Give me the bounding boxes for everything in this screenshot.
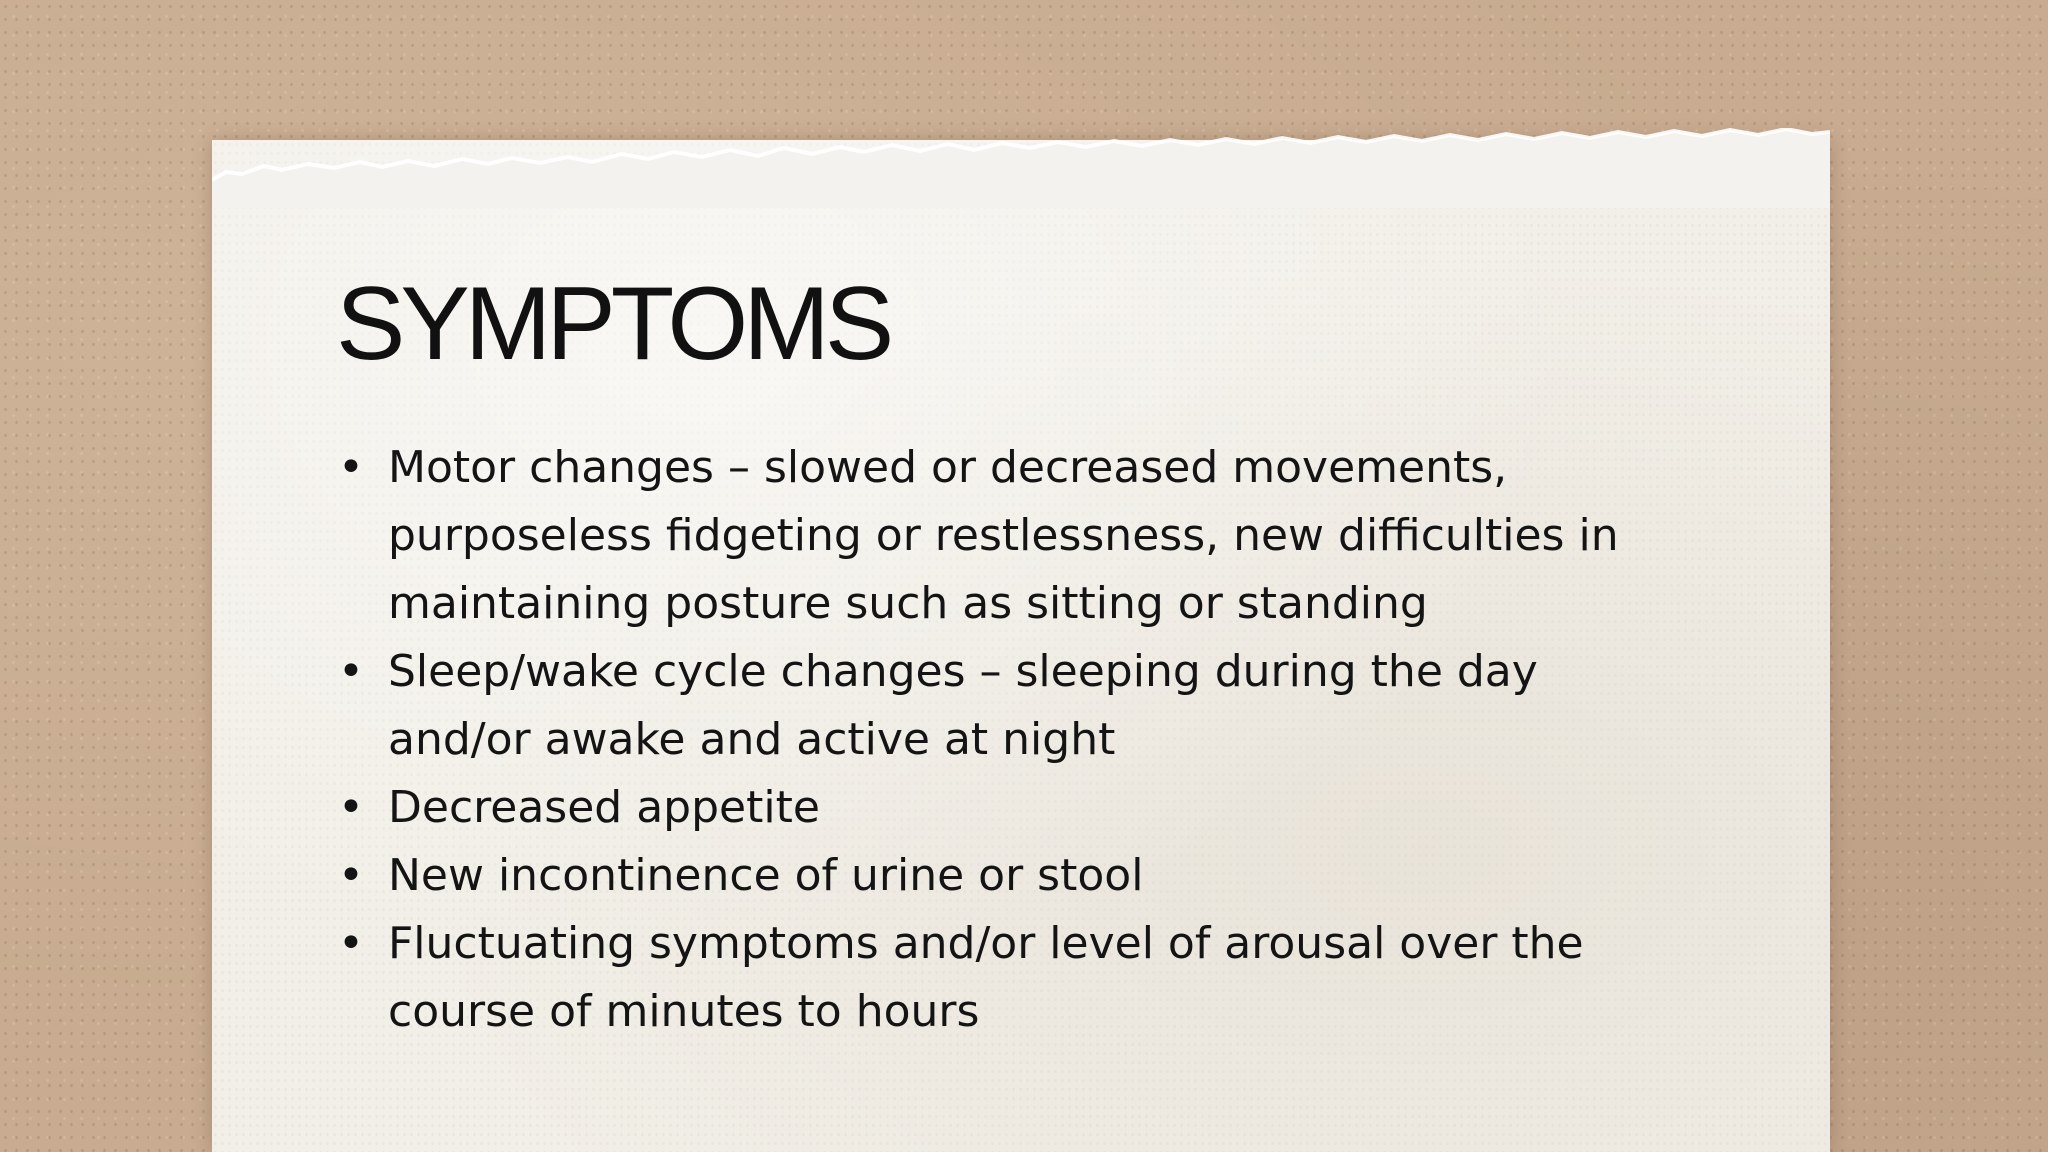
- bullet-icon: •: [338, 646, 364, 697]
- list-item: [336, 842, 1676, 910]
- symptom-list: [336, 434, 1676, 1046]
- bullet-icon: •: [338, 918, 364, 969]
- bullet-text: Motor changes – slowed or decreased movements, purposeless fidgeting or restlessness, new difficulties in maintaining posture such as sitting or standing: [388, 442, 1619, 629]
- bullet-icon: •: [338, 850, 364, 901]
- slide-title: SYMPTOMS: [336, 266, 890, 382]
- list-item: [336, 638, 1676, 774]
- bullet-text: Sleep/wake cycle changes – sleeping during the day and/or awake and active at night: [388, 646, 1538, 765]
- list-item: [336, 434, 1676, 638]
- bullet-icon: •: [338, 782, 364, 833]
- torn-paper-edge: [212, 128, 1830, 208]
- bullet-text: Fluctuating symptoms and/or level of arousal over the course of minutes to hours: [388, 918, 1584, 1037]
- list-item: [336, 774, 1676, 842]
- bullet-text: New incontinence of urine or stool: [388, 850, 1144, 901]
- bullet-icon: •: [338, 442, 364, 493]
- bullet-text: Decreased appetite: [388, 782, 820, 833]
- list-item: [336, 910, 1676, 1046]
